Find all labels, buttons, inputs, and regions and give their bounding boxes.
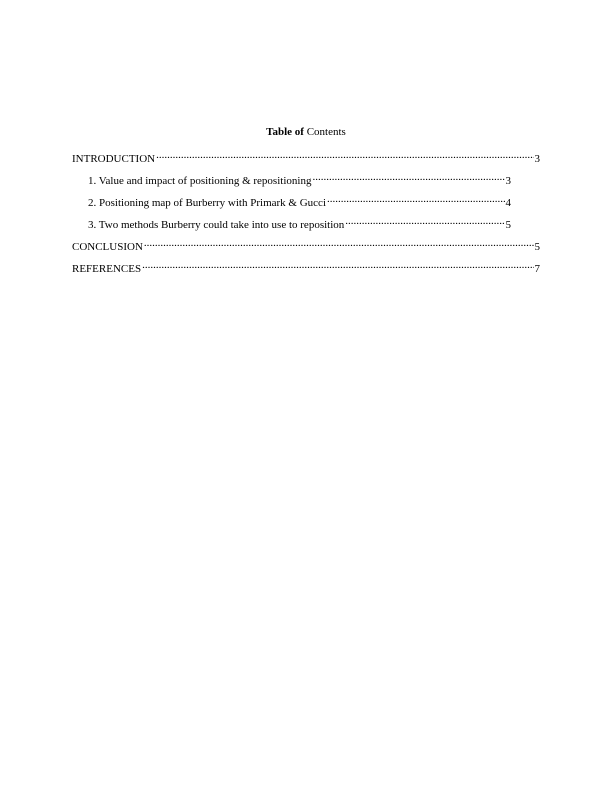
table-of-contents (72, 126, 540, 281)
dot-leader (156, 149, 533, 162)
dot-leader (312, 171, 504, 184)
toc-entry-label: 1. Value and impact of positioning & repositioning (88, 175, 312, 187)
dot-leader (144, 237, 534, 250)
dot-leader (345, 215, 504, 228)
toc-entry-label: 3. Two methods Burberry could take into use to reposition (88, 219, 345, 231)
toc-entry-reposition-methods[interactable] (72, 215, 511, 231)
toc-entry-label: 2. Positioning map of Burberry with Primark & Gucci (88, 197, 326, 209)
toc-heading (72, 126, 540, 139)
toc-heading-bold: Table of (266, 126, 304, 138)
toc-entry-positioning-value[interactable] (72, 171, 511, 187)
toc-entry-label: REFERENCES (72, 263, 142, 275)
dot-leader (327, 193, 505, 206)
toc-entry-page: 3 (505, 175, 511, 187)
toc-entry-introduction[interactable] (72, 149, 540, 165)
toc-entry-conclusion[interactable] (72, 237, 540, 253)
toc-entry-page: 5 (534, 241, 540, 253)
toc-entry-label: INTRODUCTION (72, 153, 156, 165)
toc-list (72, 149, 540, 275)
toc-entry-page: 5 (505, 219, 511, 231)
dot-leader (142, 259, 533, 272)
toc-entry-label: CONCLUSION (72, 241, 143, 253)
toc-entry-page: 3 (534, 153, 540, 165)
toc-entry-page: 7 (534, 263, 540, 275)
toc-entry-positioning-map[interactable] (72, 193, 511, 209)
toc-entry-references[interactable] (72, 259, 540, 275)
toc-entry-page: 4 (505, 197, 511, 209)
toc-heading-rest: Contents (306, 126, 346, 138)
